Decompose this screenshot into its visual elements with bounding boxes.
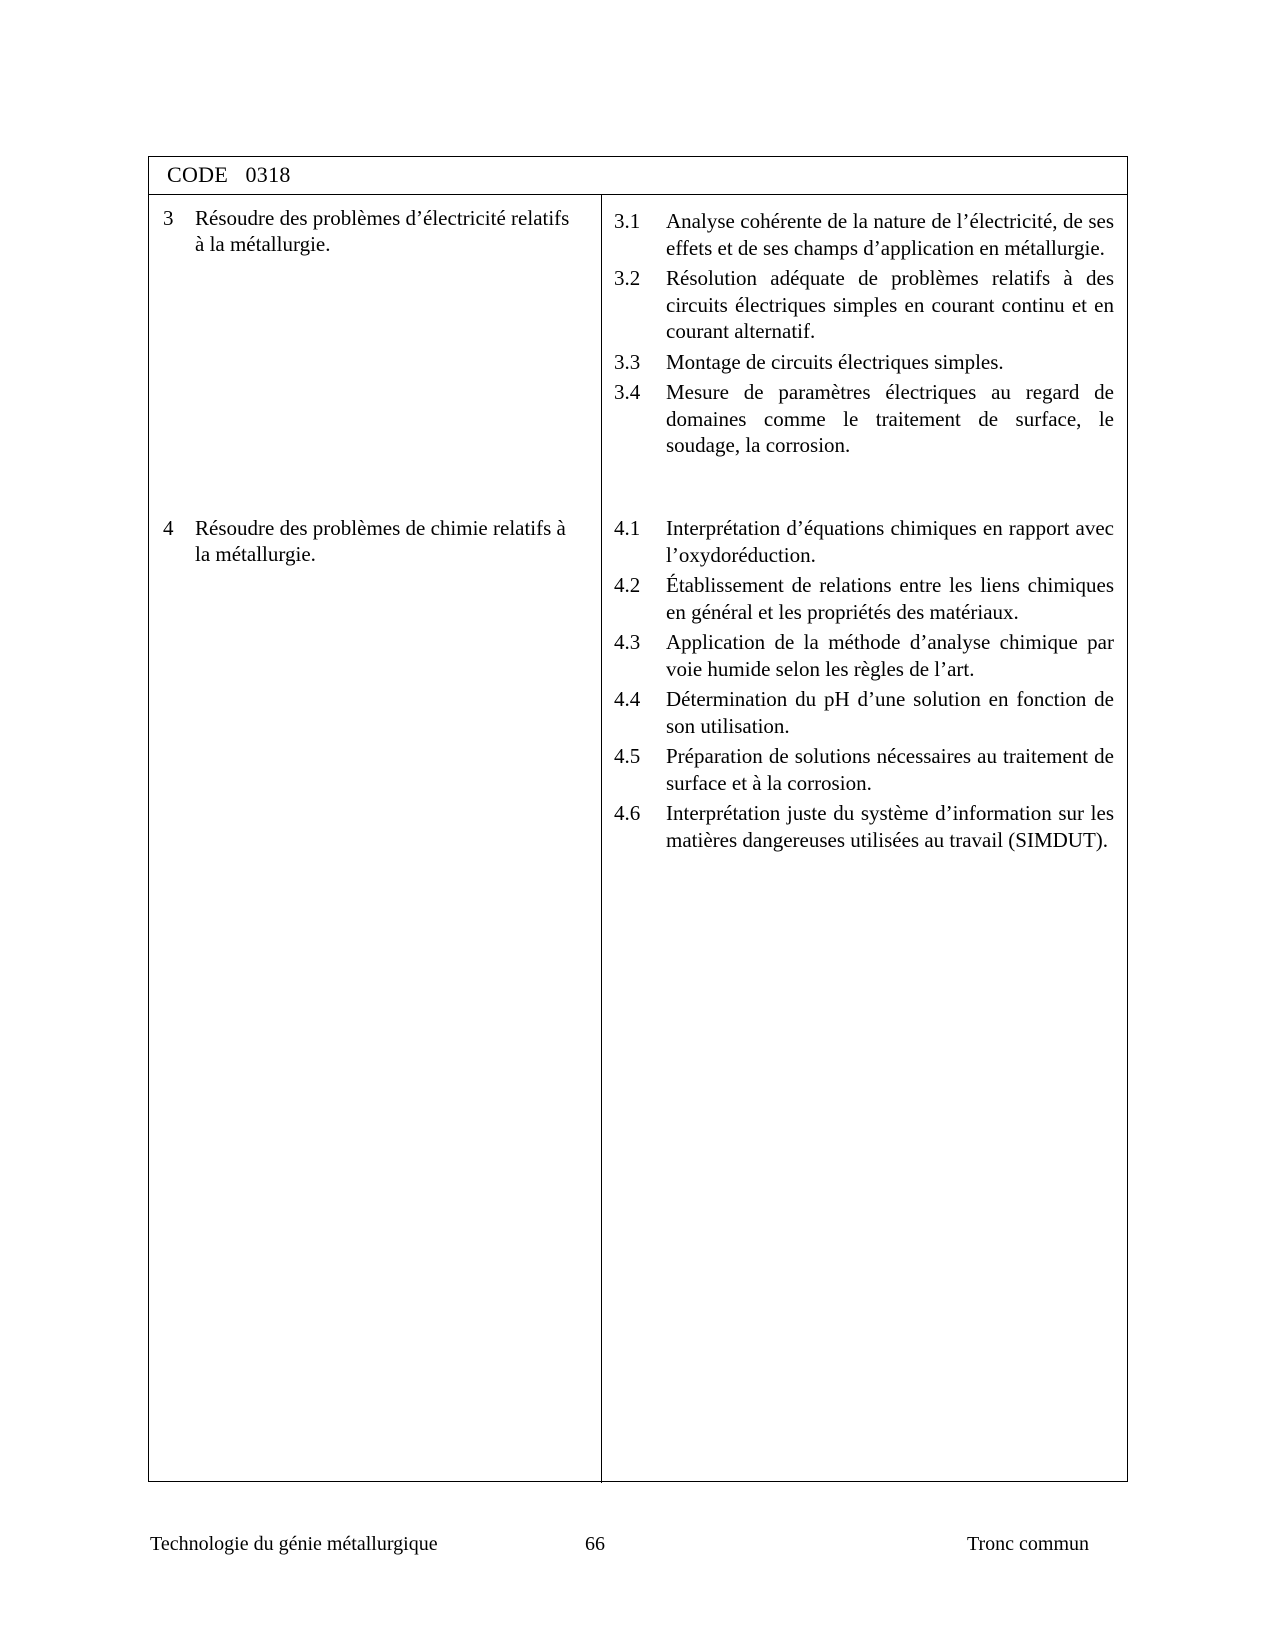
criteria-list-4 (614, 515, 1114, 857)
criterion-item (614, 800, 1114, 853)
footer-program-name: Technologie du génie métallurgique (150, 1533, 438, 1555)
competency-3 (163, 205, 583, 257)
column-divider (601, 195, 602, 1483)
criterion-number: 3.1 (614, 209, 641, 233)
criterion-text: Analyse cohérente de la nature de l’électricité, de ses effets et de ses champs d’application en métallurgie. (666, 209, 1114, 260)
criteria-list-3 (614, 208, 1114, 463)
competency-4 (163, 515, 583, 567)
code-label: CODE 0318 (167, 162, 291, 187)
criterion-number: 4.5 (614, 744, 641, 768)
criterion-item (614, 208, 1114, 261)
competency-number: 3 (163, 206, 174, 230)
criterion-item (614, 515, 1114, 568)
criterion-text: Mesure de paramètres électriques au regard de domaines comme le traitement de surface, le soudage, la corrosion. (666, 380, 1114, 457)
criterion-text: Application de la méthode d’analyse chimique par voie humide selon les règles de l’art. (666, 630, 1114, 681)
criterion-item (614, 686, 1114, 739)
criterion-text: Détermination du pH d’une solution en fonction de son utilisation. (666, 687, 1114, 738)
criterion-number: 4.1 (614, 516, 641, 540)
footer-page-number: 66 (585, 1533, 605, 1555)
criterion-item (614, 572, 1114, 625)
criterion-number: 3.2 (614, 266, 641, 290)
competency-number: 4 (163, 516, 174, 540)
criterion-text: Interprétation d’équations chimiques en rapport avec l’oxydoréduction. (666, 516, 1114, 567)
criterion-number: 4.4 (614, 687, 641, 711)
criterion-number: 4.2 (614, 573, 641, 597)
criterion-item (614, 265, 1114, 345)
footer-section: Tronc commun (966, 1533, 1089, 1555)
criterion-item (614, 629, 1114, 682)
competency-table (148, 156, 1128, 1482)
criterion-number: 3.4 (614, 380, 641, 404)
criterion-text: Préparation de solutions nécessaires au traitement de surface et à la corrosion. (666, 744, 1114, 795)
competency-title: Résoudre des problèmes de chimie relatifs à la métallurgie. (195, 516, 566, 566)
criterion-number: 3.3 (614, 349, 641, 374)
code-header (149, 157, 1127, 195)
criterion-number: 4.6 (614, 801, 641, 825)
criterion-item (614, 743, 1114, 796)
criterion-text: Montage de circuits électriques simples. (666, 349, 1004, 374)
criterion-text: Interprétation juste du système d’information sur les matières dangereuses utilisées au travail (SIMDUT). (666, 801, 1114, 852)
criterion-item (614, 379, 1114, 459)
criterion-item (614, 349, 1114, 376)
criterion-text: Établissement de relations entre les liens chimiques en général et les propriétés des matériaux. (666, 573, 1114, 624)
criterion-number: 4.3 (614, 630, 641, 654)
criterion-text: Résolution adéquate de problèmes relatifs à des circuits électriques simples en courant continu et en courant alternatif. (666, 266, 1114, 343)
competency-title: Résoudre des problèmes d’électricité relatifs à la métallurgie. (195, 206, 570, 256)
